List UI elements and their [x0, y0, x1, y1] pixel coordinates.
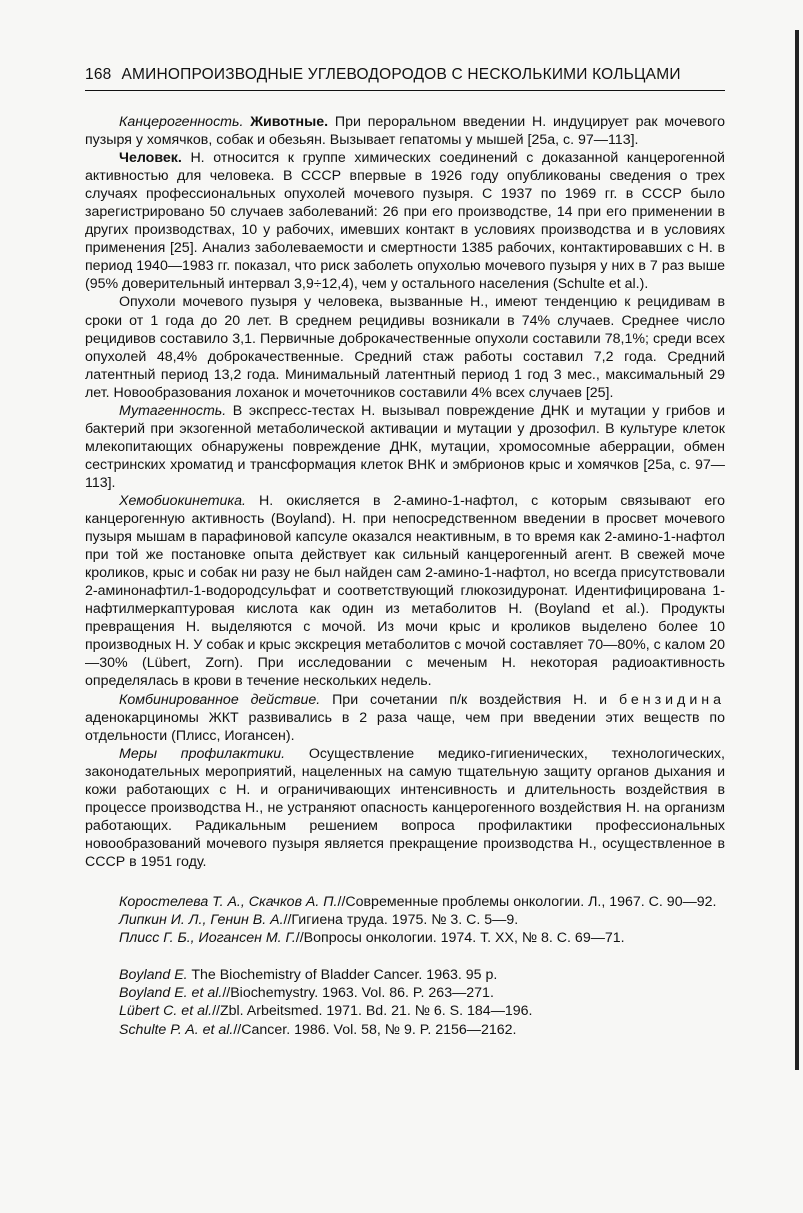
references-russian	[85, 893, 725, 947]
reference-authors: Schulte P. A. et al.	[119, 1021, 234, 1038]
section-lead: Хемобиокинетика.	[119, 492, 246, 509]
reference-item	[85, 1002, 725, 1020]
reference-item	[85, 911, 725, 929]
reference-authors: Липкин И. Л., Генин В. А.	[119, 912, 284, 929]
paragraph-text: аденокарциномы ЖКТ развивались в 2 раза чаще, чем при введении этих веществ по отдельности (Плисс, Иогансен).	[85, 709, 725, 744]
paragraph-combined-action	[85, 691, 725, 745]
paragraph-mutagenicity	[85, 402, 725, 492]
reference-authors: Плисс Г. Б., Иогансен М. Г.	[119, 930, 296, 947]
paragraph-text: При пероральном введении Н. индуцирует рак мочевого пузыря у хомячков, собак и обезьян. Вызывает гепатомы у мышей [25а, с. 97—113].	[85, 114, 726, 149]
page-number: 168	[85, 66, 112, 83]
reference-authors: Коростелева Т. А., Скачков А. П.	[119, 893, 338, 910]
paragraph-tumor-recurrence	[85, 293, 725, 401]
reference-authors: Boyland E. et al.	[119, 985, 223, 1002]
reference-item	[85, 966, 725, 984]
section-lead: Канцерогенность.	[119, 114, 244, 130]
paragraph-carcinogenicity-human	[85, 149, 725, 293]
reference-source: //Современные проблемы онкологии. Л., 1967. С. 90—92.	[337, 893, 717, 910]
reference-item	[85, 893, 725, 911]
paragraph-text: Опухоли мочевого пузыря у человека, вызванные Н., имеют тенденцию к рецидивам в сроки от 1 года до 20 лет. В среднем рецидивы возникали в 74% случаев. Среднее число рецидивов составило 3,1. Первичные доброкачественные опухоли составили 78,1%; среди всех опухолей 48,4% доброкачественные. Средний стаж работы составил 7,2 года. Средний латентный период 13,2 года. Минимальный латентный период 1 год 3 мес., максимальный 29 лет. Новообразования лоханок и мочеточников составили 4% всех случаев [25].	[85, 294, 725, 401]
section-lead: Меры профилактики.	[119, 745, 286, 762]
reference-source: The Biochemistry of Bladder Cancer. 1963. 95 p.	[191, 967, 498, 984]
subsection-lead: Человек.	[119, 150, 182, 167]
paragraph-text: Н. окисляется в 2-амино-1-нафтол, с которым связывают его канцерогенную активность (Boyland). Н. при непосредственном введении в просвет мочевого пузыря мышам в парафиновой капсуле оказался неактивным, в то время как 2-амино-1-нафтол при той же постановке опыта действует как сильный канцерогенный агент. В свежей моче кроликов, крыс и собак ни разу не был найден сам 2-амино-1-нафтол, но всегда присутствовали 2-аминонафтил-1-водородсульфат и соответствующий глюкозидуронат. Идентифицирована 1-нафтилмеркаптуровая кислота как один из метаболитов Н. (Boyland et al.). Продукты превращения Н. выделяются с мочой. Из мочи крыс и кроликов выделено более 10 производных Н. У собак и крыс экскреция метаболитов с мочой составляет 70—80%, с калом 20—30% (Lübert, Zorn). При исследовании с меченым Н. некоторая радиоактивность определялась в крови в течение нескольких недель.	[85, 492, 725, 690]
reference-item	[85, 984, 725, 1002]
section-lead: Мутагенность.	[119, 402, 227, 419]
paragraph-text: Осуществление медико-гигиенических, технологических, законодательных мероприятий, нацеленных на самую тщательную защиту органов дыхания и кожи работающих с Н. и ограничивающих интенсивность и длительность воздействия в процессе производства Н., не устраняют опасность канцерогенного воздействия Н. на организм работающих. Радикальным решением вопроса профилактики профессиональных новообразований мочевого пузыря является прекращение производства Н., осуществленное в СССР в 1951 году.	[85, 745, 725, 870]
reference-source: //Вопросы онкологии. 1974. Т. XX, № 8. С. 69—71.	[295, 930, 625, 947]
main-text	[85, 113, 725, 871]
paragraph-prevention	[85, 745, 725, 871]
reference-source: //Cancer. 1986. Vol. 58, № 9. P. 2156—2162.	[233, 1021, 517, 1038]
reference-item	[85, 1021, 725, 1039]
section-lead: Комбинированное действие.	[119, 691, 321, 708]
reference-source: //Zbl. Arbeitsmed. 1971. Bd. 21. № 6. S. 184—196.	[212, 1003, 533, 1020]
reference-source: //Biochemystry. 1963. Vol. 86. P. 263—271.	[222, 985, 494, 1002]
scan-edge-shadow	[795, 30, 799, 1070]
subsection-lead: Животные.	[250, 114, 329, 130]
reference-item	[85, 929, 725, 947]
reference-source: //Гигиена труда. 1975. № 3. С. 5—9.	[283, 912, 519, 929]
paragraph-carcinogenicity-animals	[85, 113, 725, 149]
paragraph-text: При сочетании п/к воздействия Н. и	[332, 691, 608, 708]
reference-authors: Lübert C. et al.	[119, 1003, 213, 1020]
reference-authors: Boyland E.	[119, 967, 188, 984]
paragraph-text: В экспресс-тестах Н. вызывал повреждение ДНК и мутации у грибов и бактерий при экзогенной метаболической активации и мутации у дрозофил. В культуре клеток млекопитающих обнаружены повреждение ДНК, мутации, хромосомные аберрации, обмен сестринских хроматид и трансформация клеток ВНК и эмбрионов крыс и хомячков [25а, с. 97—113].	[85, 402, 725, 491]
running-header	[85, 66, 725, 91]
paragraph-text: Н. относится к группе химических соединений с доказанной канцерогенной активностью для человека. В СССР впервые в 1926 году опубликованы сведения о трех случаях профессиональных опухолей мочевого пузыря. С 1937 по 1969 гг. в СССР было зарегистрировано 50 случаев заболеваний: 26 при его производстве, 14 при его применении в других производствах, 10 у рабочих, имевших контакт в условиях производства и в условиях применения [25]. Анализ заболеваемости и смертности 1385 рабочих, контактировавших с Н. в период 1940—1983 гг. показал, что риск заболеть опухолью мочевого пузыря у них в 7 раз выше (95% доверительный интервал 3,9÷12,4), чем у остального населения (Schulte et al.).	[85, 150, 725, 293]
spaced-term: бензидина	[618, 691, 725, 708]
book-page	[85, 66, 725, 1039]
paragraph-chemobiokinetics	[85, 492, 725, 691]
references-latin	[85, 966, 725, 1038]
running-title: АМИНОПРОИЗВОДНЫЕ УГЛЕВОДОРОДОВ С НЕСКОЛЬКИМИ КОЛЬЦАМИ	[121, 66, 681, 83]
